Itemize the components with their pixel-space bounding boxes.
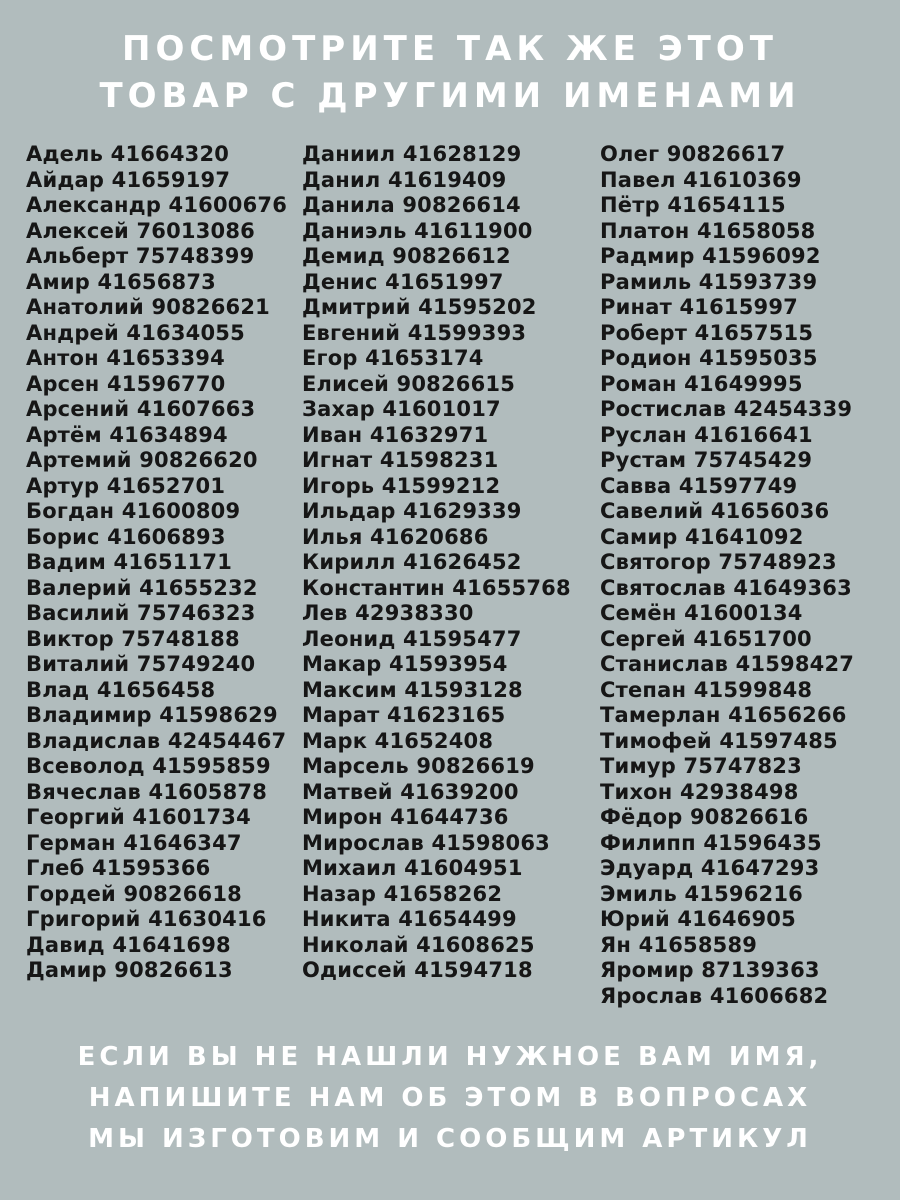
name-article-entry: Степан 41599848 — [600, 677, 813, 702]
name-article-entry: Святогор 75748923 — [600, 550, 837, 574]
name-article-entry: Эдуард 41647293 — [600, 856, 820, 880]
name-article-entry: Тимофей 41597485 — [600, 728, 838, 753]
name-article-entry: Лев 42938330 — [302, 601, 474, 625]
name-article-entry: Родион 41595035 — [600, 346, 818, 370]
name-article-entry: Влад 41656458 — [26, 677, 216, 702]
name-article-entry: Савелий 41656036 — [600, 499, 830, 523]
name-article-entry: Захар 41601017 — [302, 397, 501, 421]
name-article-entry: Георгий 41601734 — [26, 805, 251, 829]
name-article-entry: Виталий 75749240 — [26, 652, 256, 676]
name-article-entry: Матвей 41639200 — [302, 779, 519, 804]
name-article-entry: Гордей 90826618 — [26, 881, 242, 906]
name-article-entry: Вадим 41651171 — [26, 550, 233, 574]
name-article-entry: Павел 41610369 — [600, 167, 802, 192]
name-article-entry: Станислав 41598427 — [600, 652, 855, 676]
name-article-entry: Герман 41646347 — [26, 830, 242, 855]
name-article-entry: Глеб 41595366 — [26, 856, 211, 880]
footer-line-3: МЫ ИЗГОТОВИМ И СООБЩИМ АРТИКУЛ — [88, 1124, 812, 1154]
name-article-entry: Илья 41620686 — [302, 524, 489, 549]
name-article-entry: Антон 41653394 — [26, 346, 225, 370]
header — [0, 26, 900, 120]
names-column-2 — [302, 142, 571, 984]
name-article-entry: Адель 41664320 — [26, 142, 230, 166]
name-article-entry: Роман 41649995 — [600, 371, 803, 396]
name-article-entry: Дамир 90826613 — [26, 958, 233, 982]
name-article-entry: Фёдор 90826616 — [600, 805, 809, 829]
name-article-entry: Амир 41656873 — [26, 269, 216, 294]
name-article-entry: Даниил 41628129 — [302, 142, 522, 166]
name-article-entry: Даниэль 41611900 — [302, 218, 533, 243]
name-article-entry: Назар 41658262 — [302, 881, 503, 906]
name-article-entry: Сергей 41651700 — [600, 626, 812, 651]
name-article-entry: Рамиль 41593739 — [600, 269, 818, 294]
name-article-entry: Василий 75746323 — [26, 601, 256, 625]
name-article-entry: Роберт 41657515 — [600, 320, 814, 345]
name-article-entry: Владимир 41598629 — [26, 703, 278, 727]
name-article-entry: Виктор 75748188 — [26, 626, 240, 651]
names-column-3 — [600, 142, 854, 1009]
name-article-entry: Максим 41593128 — [302, 677, 523, 702]
name-article-entry: Марат 41623165 — [302, 703, 506, 727]
name-article-entry: Ростислав 42454339 — [600, 397, 853, 421]
name-article-entry: Руслан 41616641 — [600, 422, 813, 447]
name-article-entry: Валерий 41655232 — [26, 575, 258, 600]
name-article-entry: Игнат 41598231 — [302, 448, 499, 472]
name-article-entry: Арсений 41607663 — [26, 397, 256, 421]
name-article-entry: Платон 41658058 — [600, 218, 816, 243]
name-article-entry: Михаил 41604951 — [302, 856, 523, 880]
name-article-entry: Арсен 41596770 — [26, 371, 226, 396]
name-article-entry: Тихон 42938498 — [600, 779, 799, 804]
name-article-entry: Святослав 41649363 — [600, 575, 852, 600]
name-article-entry: Борис 41606893 — [26, 524, 226, 549]
name-article-entry: Юрий 41646905 — [600, 907, 796, 931]
name-article-entry: Андрей 41634055 — [26, 320, 245, 345]
name-article-entry: Иван 41632971 — [302, 422, 489, 447]
name-article-entry: Григорий 41630416 — [26, 907, 267, 931]
name-article-entry: Алексей 76013086 — [26, 218, 255, 243]
name-article-entry: Мирон 41644736 — [302, 805, 509, 829]
name-article-entry: Айдар 41659197 — [26, 167, 231, 192]
name-article-entry: Денис 41651997 — [302, 269, 504, 294]
name-article-entry: Радмир 41596092 — [600, 244, 821, 268]
name-article-entry: Николай 41608625 — [302, 932, 535, 957]
name-article-entry: Артём 41634894 — [26, 422, 228, 447]
name-article-entry: Рустам 75745429 — [600, 448, 813, 472]
name-article-entry: Тамерлан 41656266 — [600, 703, 847, 727]
header-line-1: ПОСМОТРИТЕ ТАК ЖЕ ЭТОТ — [122, 29, 778, 69]
name-article-entry: Пётр 41654115 — [600, 193, 786, 217]
name-article-entry: Никита 41654499 — [302, 907, 517, 931]
footer-line-2: НАПИШИТЕ НАМ ОБ ЭТОМ В ВОПРОСАХ — [88, 1083, 812, 1113]
name-article-entry: Владислав 42454467 — [26, 728, 287, 753]
name-article-entry: Константин 41655768 — [302, 575, 571, 600]
name-article-entry: Мирослав 41598063 — [302, 830, 550, 855]
name-article-entry: Артемий 90826620 — [26, 448, 258, 472]
name-article-entry: Ильдар 41629339 — [302, 499, 522, 523]
name-article-entry: Данил 41619409 — [302, 167, 507, 192]
footer — [0, 1037, 900, 1160]
name-article-entry: Данила 90826614 — [302, 193, 521, 217]
name-article-entry: Ярослав 41606682 — [600, 983, 829, 1008]
name-article-entry: Давид 41641698 — [26, 932, 231, 957]
name-article-entry: Одиссей 41594718 — [302, 958, 533, 982]
name-article-entry: Игорь 41599212 — [302, 473, 501, 498]
name-article-entry: Демид 90826612 — [302, 244, 511, 268]
name-article-entry: Анатолий 90826621 — [26, 295, 270, 319]
name-article-entry: Евгений 41599393 — [302, 320, 527, 345]
name-article-entry: Ринат 41615997 — [600, 295, 798, 319]
name-article-entry: Артур 41652701 — [26, 473, 226, 498]
name-article-entry: Филипп 41596435 — [600, 830, 822, 855]
names-column-1 — [26, 142, 287, 984]
name-article-entry: Егор 41653174 — [302, 346, 484, 370]
name-article-entry: Елисей 90826615 — [302, 371, 516, 396]
name-article-entry: Семён 41600134 — [600, 601, 803, 625]
name-article-entry: Савва 41597749 — [600, 473, 798, 498]
name-article-entry: Эмиль 41596216 — [600, 881, 803, 906]
name-article-entry: Олег 90826617 — [600, 142, 786, 166]
name-article-entry: Богдан 41600809 — [26, 499, 241, 523]
name-article-entry: Марсель 90826619 — [302, 754, 535, 778]
name-article-entry: Кирилл 41626452 — [302, 550, 522, 574]
name-article-entry: Леонид 41595477 — [302, 626, 522, 651]
name-article-entry: Всеволод 41595859 — [26, 754, 271, 778]
name-article-entry: Альберт 75748399 — [26, 244, 255, 268]
name-article-entry: Дмитрий 41595202 — [302, 295, 537, 319]
name-article-entry: Макар 41593954 — [302, 652, 508, 676]
footer-line-1: ЕСЛИ ВЫ НЕ НАШЛИ НУЖНОЕ ВАМ ИМЯ, — [77, 1042, 823, 1072]
name-article-entry: Марк 41652408 — [302, 728, 494, 753]
name-article-entry: Тимур 75747823 — [600, 754, 802, 778]
name-article-entry: Самир 41641092 — [600, 524, 804, 549]
name-article-entry: Яромир 87139363 — [600, 958, 820, 982]
name-article-entry: Александр 41600676 — [26, 193, 288, 217]
name-article-entry: Ян 41658589 — [600, 932, 758, 957]
name-article-entry: Вячеслав 41605878 — [26, 779, 268, 804]
header-line-2: ТОВАР С ДРУГИМИ ИМЕНАМИ — [99, 76, 801, 116]
